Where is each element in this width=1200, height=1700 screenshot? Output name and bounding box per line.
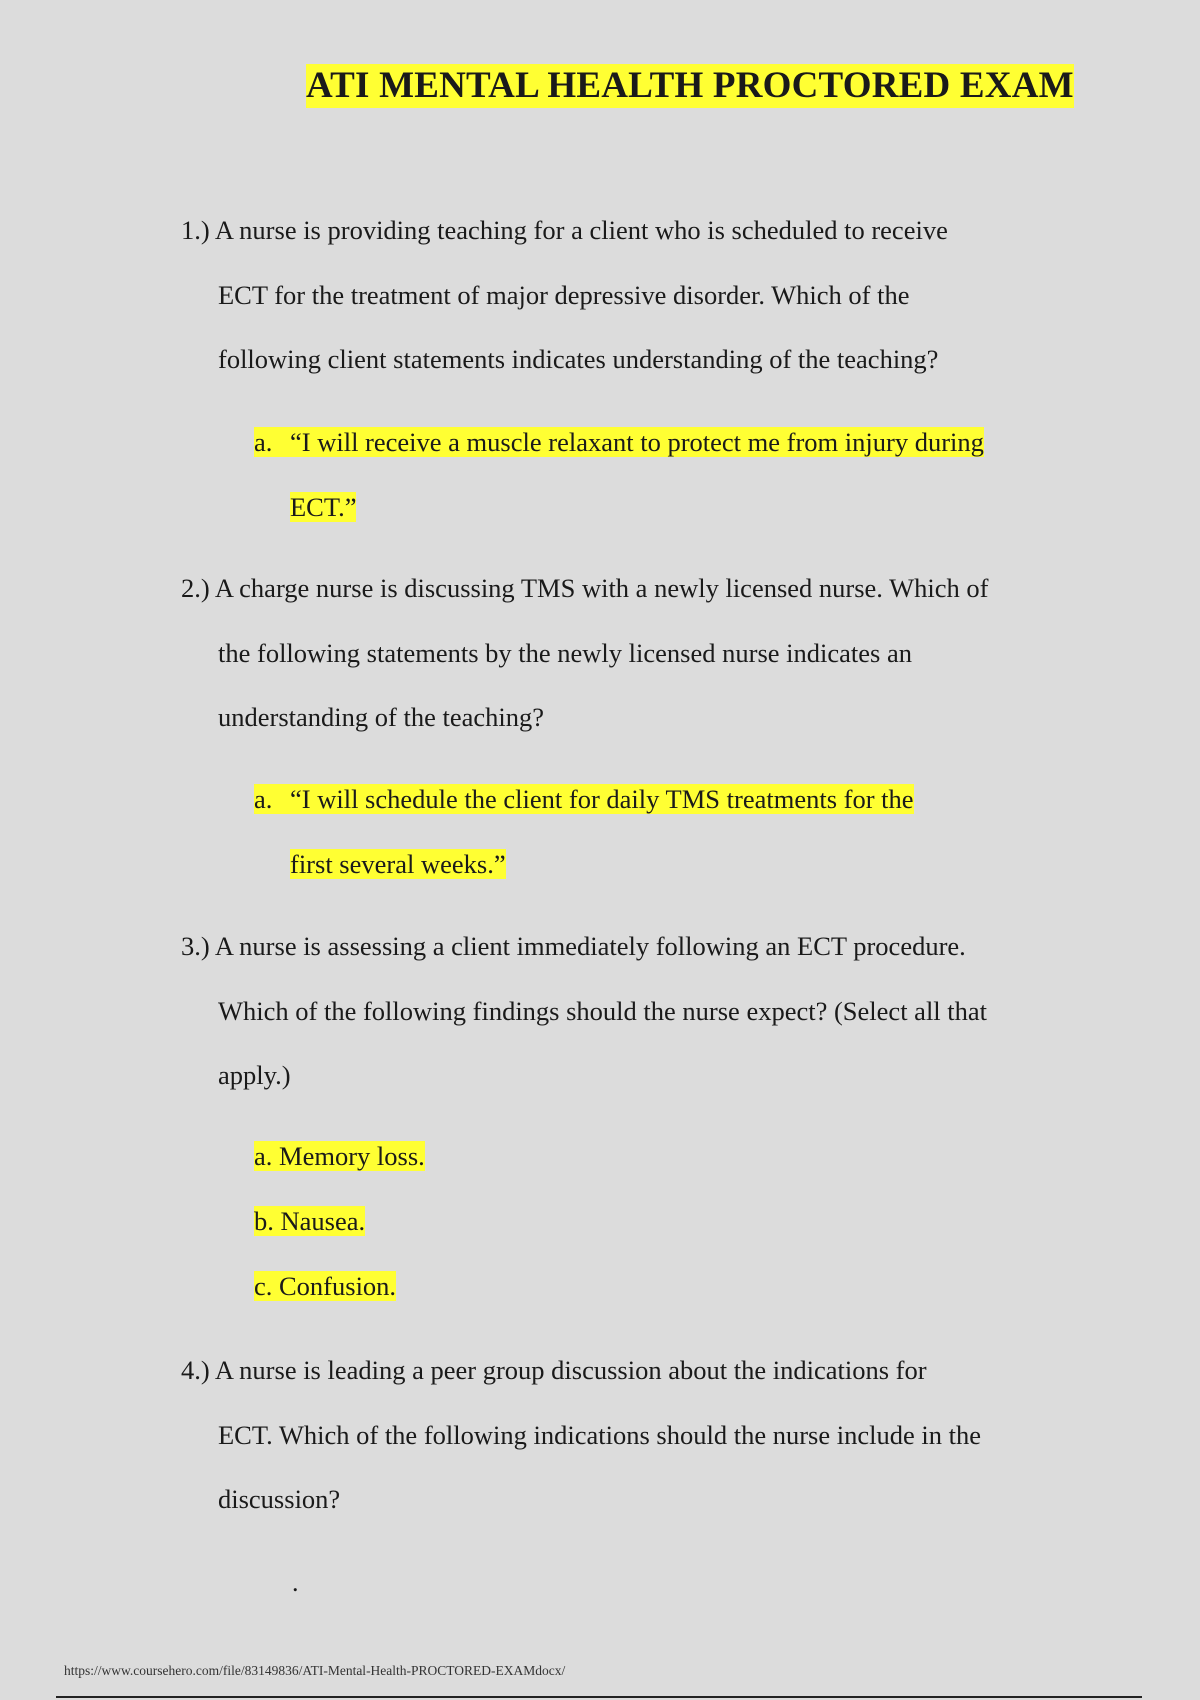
question-number: 2.) (181, 573, 210, 603)
answer-line: ECT.” (290, 492, 357, 522)
answer-option: a. Memory loss. (254, 1141, 425, 1171)
question-1 (181, 198, 1081, 392)
question-line: 2.) A charge nurse is discussing TMS with a newly licensed nurse. Which of (181, 573, 989, 603)
footer-divider (56, 1696, 1142, 1698)
stray-mark: . (292, 1568, 299, 1597)
question-number: 4.) (181, 1355, 210, 1385)
answer-letter: a. (254, 784, 273, 814)
question-line: ECT for the treatment of major depressive disorder. Which of the (218, 279, 910, 310)
question-2 (181, 556, 1081, 750)
question-line: 3.) A nurse is assessing a client immediately following an ECT procedure. (181, 931, 966, 961)
question-line: discussion? (218, 1484, 341, 1514)
footer-url: https://www.coursehero.com/file/83149836/ATI-Mental-Health-PROCTORED-EXAMdocx/ (64, 1663, 566, 1678)
answer-line: a. “I will receive a muscle relaxant to protect me from injury during (254, 410, 984, 475)
question-line: Which of the following findings should the nurse expect? (Select all that (218, 995, 988, 1026)
question-number: 3.) (181, 931, 210, 961)
answer-option: b. Nausea. (254, 1206, 366, 1236)
question-line: understanding of the teaching? (218, 702, 544, 732)
answer-option: c. Confusion. (254, 1271, 397, 1301)
answer-letter: a. (254, 427, 273, 457)
answer-options-3 (254, 1124, 425, 1319)
question-line: 1.) A nurse is providing teaching for a client who is scheduled to receive (181, 215, 948, 245)
answer-line: a. “I will schedule the client for daily TMS treatments for the (254, 767, 914, 832)
answer-1 (254, 410, 984, 540)
question-line: the following statements by the newly licensed nurse indicates an (218, 637, 912, 668)
question-line: following client statements indicates understanding of the teaching? (218, 344, 939, 374)
question-line: ECT. Which of the following indications should the nurse include in the (218, 1419, 981, 1450)
question-4 (181, 1338, 1081, 1532)
question-line: 4.) A nurse is leading a peer group discussion about the indications for (181, 1355, 927, 1385)
answer-2 (254, 767, 914, 897)
page-title: ATI MENTAL HEALTH PROCTORED EXAM (306, 65, 1074, 106)
question-line: apply.) (218, 1060, 291, 1090)
question-3 (181, 914, 1081, 1108)
question-number: 1.) (181, 215, 210, 245)
answer-line: first several weeks.” (290, 849, 506, 879)
